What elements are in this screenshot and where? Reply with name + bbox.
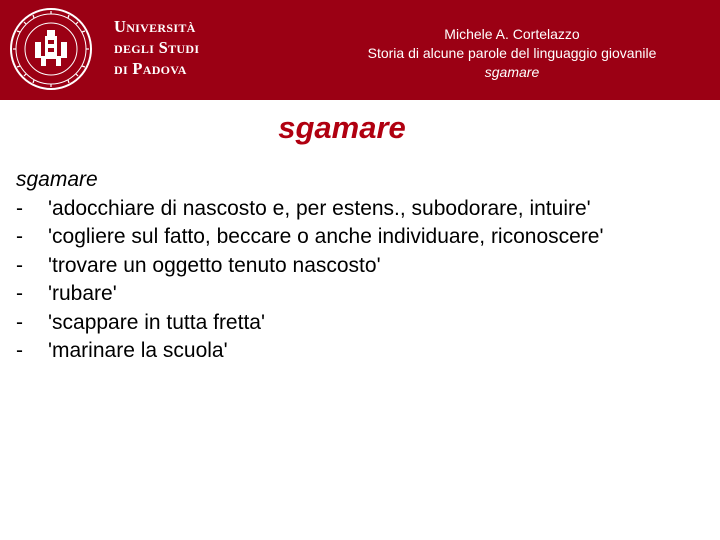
university-seal-icon [8, 6, 94, 92]
course-title: Storia di alcune parole del linguaggio giovanile [367, 45, 657, 61]
headword: sgamare [16, 168, 98, 191]
definition-item [16, 280, 716, 309]
definition-item [16, 195, 716, 224]
slide-title: sgamare [278, 110, 406, 145]
definition-text: 'marinare la scuola' [48, 339, 228, 362]
bullet-dash: - [16, 282, 23, 305]
definition-text: 'rubare' [48, 282, 117, 305]
university-name [114, 16, 199, 79]
definition-text: 'cogliere sul fatto, beccare o anche individuare, riconoscere' [48, 225, 604, 248]
bullet-dash: - [16, 310, 23, 334]
university-line-3: di Padova [114, 59, 187, 78]
definition-item [16, 337, 716, 366]
definition-text: 'trovare un oggetto tenuto nascosto' [48, 253, 381, 277]
bullet-dash: - [16, 196, 23, 220]
header-info [322, 25, 702, 82]
header-banner [0, 0, 720, 100]
definition-text: 'scappare in tutta fretta' [48, 310, 265, 334]
definition-item [16, 223, 716, 252]
definition-item [16, 252, 716, 281]
author-name: Michele A. Cortelazzo [444, 26, 580, 42]
definition-text: 'adocchiare di nascosto e, per estens., subodorare, intuire' [48, 196, 591, 220]
definition-block [16, 166, 716, 366]
bullet-dash: - [16, 225, 23, 248]
topic-label: sgamare [484, 64, 540, 80]
definition-item [16, 309, 716, 338]
university-line-1: Università [114, 17, 196, 36]
university-line-2: degli Studi [114, 38, 200, 57]
bullet-dash: - [16, 339, 23, 362]
bullet-dash: - [16, 253, 23, 277]
